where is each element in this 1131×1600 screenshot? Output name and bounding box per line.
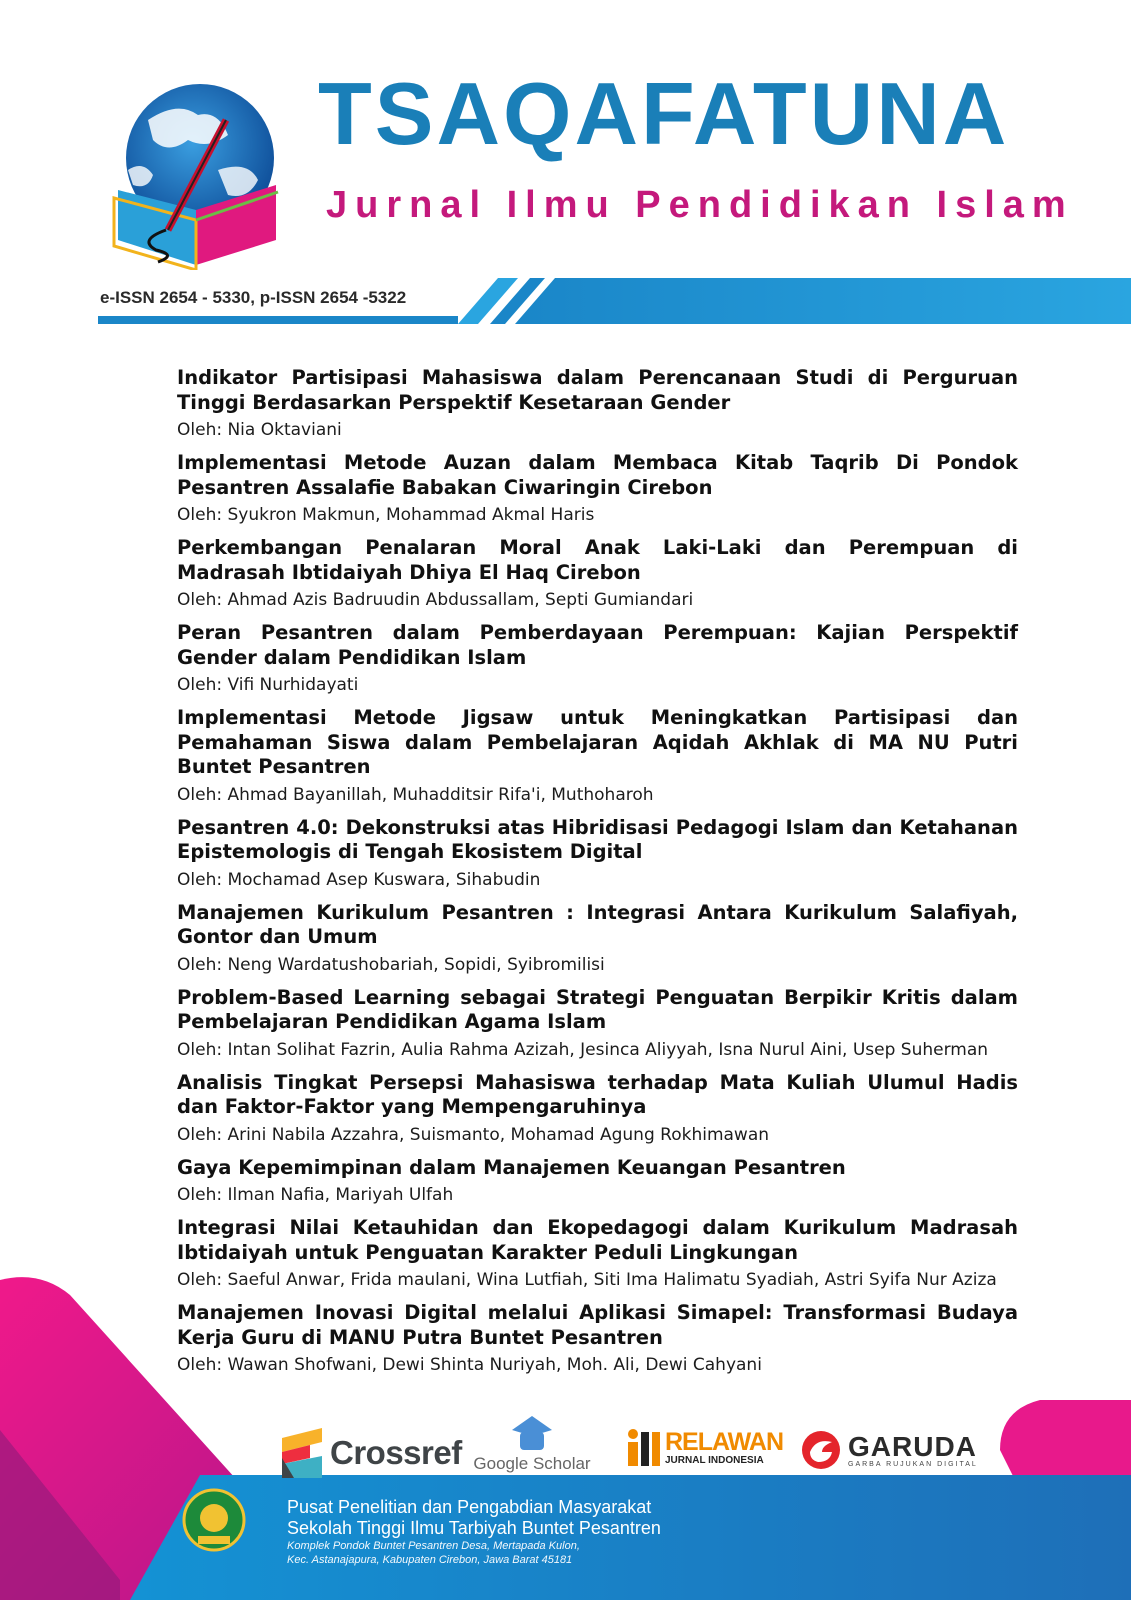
article-title: Manajemen Inovasi Digital melalui Aplikasi Simapel: Transformasi Budaya Kerja Guru di MANU Putra Buntet Pesantren [177, 1301, 1018, 1349]
article-authors: Oleh: Ahmad Azis Badruudin Abdussallam, Septi Gumiandari [177, 590, 694, 610]
institution-seal-icon [182, 1488, 246, 1552]
crossref-icon [280, 1428, 324, 1478]
list-item [177, 706, 1018, 807]
crossref-label: Crossref [330, 1434, 462, 1471]
relawan-jurnal-logo [625, 1428, 783, 1468]
garuda-logo [800, 1430, 978, 1470]
journal-title: TSAQAFATUNA [318, 64, 1010, 163]
crossref-logo [280, 1428, 462, 1478]
article-authors: Oleh: Syukron Makmun, Mohammad Akmal Haris [177, 505, 595, 525]
article-title: Problem-Based Learning sebagai Strategi Penguatan Berpikir Kritis dalam Pembelajaran Pendidikan Agama Islam [177, 985, 1018, 1033]
institution-address-2: Kec. Astanajapura, Kabupaten Cirebon, Jawa Barat 45181 [287, 1554, 573, 1566]
article-title: Perkembangan Penalaran Moral Anak Laki-Laki dan Perempuan di Madrasah Ibtidaiyah Dhiya El Haq Cirebon [177, 536, 1018, 584]
indexer-logos [280, 1416, 1000, 1486]
article-title: Gaya Kepemimpinan dalam Manajemen Keuangan Pesantren [177, 1155, 846, 1179]
list-item [177, 621, 1018, 697]
list-item [177, 1156, 1018, 1208]
institution-address-1: Komplek Pondok Buntet Pesantren Desa, Mertapada Kulon, [287, 1540, 580, 1552]
google-scholar-logo [472, 1416, 592, 1474]
article-list [177, 366, 1018, 1386]
list-item [177, 1216, 1018, 1292]
list-item [177, 901, 1018, 977]
relawan-sublabel: JURNAL INDONESIA [665, 1454, 764, 1466]
list-item [177, 1301, 1018, 1377]
journal-subtitle: Jurnal Ilmu Pendidikan Islam [326, 184, 1074, 226]
garuda-label: GARUDA [848, 1430, 977, 1462]
article-authors: Oleh: Nia Oktaviani [177, 420, 342, 440]
institution-line-1: Pusat Penelitian dan Pengabdian Masyarakat [287, 1497, 652, 1517]
list-item [177, 536, 1018, 612]
article-title: Implementasi Metode Jigsaw untuk Meningkatkan Partisipasi dan Pemahaman Siswa dalam Pembelajaran Aqidah Akhlak di MA NU Putri Buntet Pesantren [177, 706, 1018, 778]
article-authors: Oleh: Intan Solihat Fazrin, Aulia Rahma Azizah, Jesinca Aliyyah, Isna Nurul Aini, Usep Suherman [177, 1039, 989, 1060]
article-authors: Oleh: Wawan Shofwani, Dewi Shinta Nuriyah, Moh. Ali, Dewi Cahyani [177, 1355, 762, 1375]
article-authors: Oleh: Mochamad Asep Kuswara, Sihabudin [177, 869, 541, 890]
article-authors: Oleh: Neng Wardatushobariah, Sopidi, Syibromilisi [177, 954, 605, 975]
article-title: Manajemen Kurikulum Pesantren : Integrasi Antara Kurikulum Salafiyah, Gontor dan Umum [177, 900, 1018, 948]
article-title: Indikator Partisipasi Mahasiswa dalam Perencanaan Studi di Perguruan Tinggi Berdasarkan Perspektif Kesetaraan Gender [177, 366, 1018, 414]
list-item [177, 1071, 1018, 1147]
issn-numbers: e-ISSN 2654 - 5330, p-ISSN 2654 -5322 [100, 288, 407, 307]
list-item [177, 366, 1018, 442]
journal-logo-icon [108, 80, 284, 270]
article-title: Implementasi Metode Auzan dalam Membaca Kitab Taqrib Di Pondok Pesantren Assalafie Babakan Ciwaringin Cirebon [177, 451, 1018, 499]
article-title: Integrasi Nilai Ketauhidan dan Ekopedagogi dalam Kurikulum Madrasah Ibtidaiyah untuk Penguatan Karakter Peduli Lingkungan [177, 1216, 1018, 1264]
article-title: Peran Pesantren dalam Pemberdayaan Perempuan: Kajian Perspektif Gender dalam Pendidikan Islam [177, 621, 1018, 669]
institution-line-2: Sekolah Tinggi Ilmu Tarbiyah Buntet Pesantren [287, 1518, 661, 1538]
relawan-label: RELAWAN [665, 1427, 783, 1456]
list-item [177, 986, 1018, 1062]
article-title: Analisis Tingkat Persepsi Mahasiswa terhadap Mata Kuliah Ulumul Hadis dan Faktor-Faktor yang Mempengaruhinya [177, 1070, 1018, 1118]
list-item [177, 816, 1018, 892]
article-authors: Oleh: Saeful Anwar, Frida maulani, Wina Lutfiah, Siti Ima Halimatu Syadiah, Astri Syifa Nur Aziza [177, 1270, 997, 1290]
article-title: Pesantren 4.0: Dekonstruksi atas Hibridisasi Pedagogi Islam dan Ketahanan Epistemologis di Tengah Ekosistem Digital [177, 815, 1018, 863]
article-authors: Oleh: Vifi Nurhidayati [177, 675, 359, 695]
article-authors: Oleh: Arini Nabila Azzahra, Suismanto, Mohamad Agung Rokhimawan [177, 1124, 770, 1145]
garuda-icon [800, 1430, 842, 1470]
article-authors: Oleh: Ahmad Bayanillah, Muhadditsir Rifa'i, Muthoharoh [177, 784, 654, 805]
institution-info [287, 1497, 661, 1567]
list-item [177, 451, 1018, 527]
garuda-sublabel: GARBA RUJUKAN DIGITAL [848, 1460, 978, 1468]
graduation-cap-icon [512, 1416, 552, 1452]
rji-icon [625, 1428, 661, 1468]
article-authors: Oleh: Ilman Nafia, Mariyah Ulfah [177, 1185, 454, 1205]
google-scholar-label: Google Scholar [473, 1454, 591, 1473]
